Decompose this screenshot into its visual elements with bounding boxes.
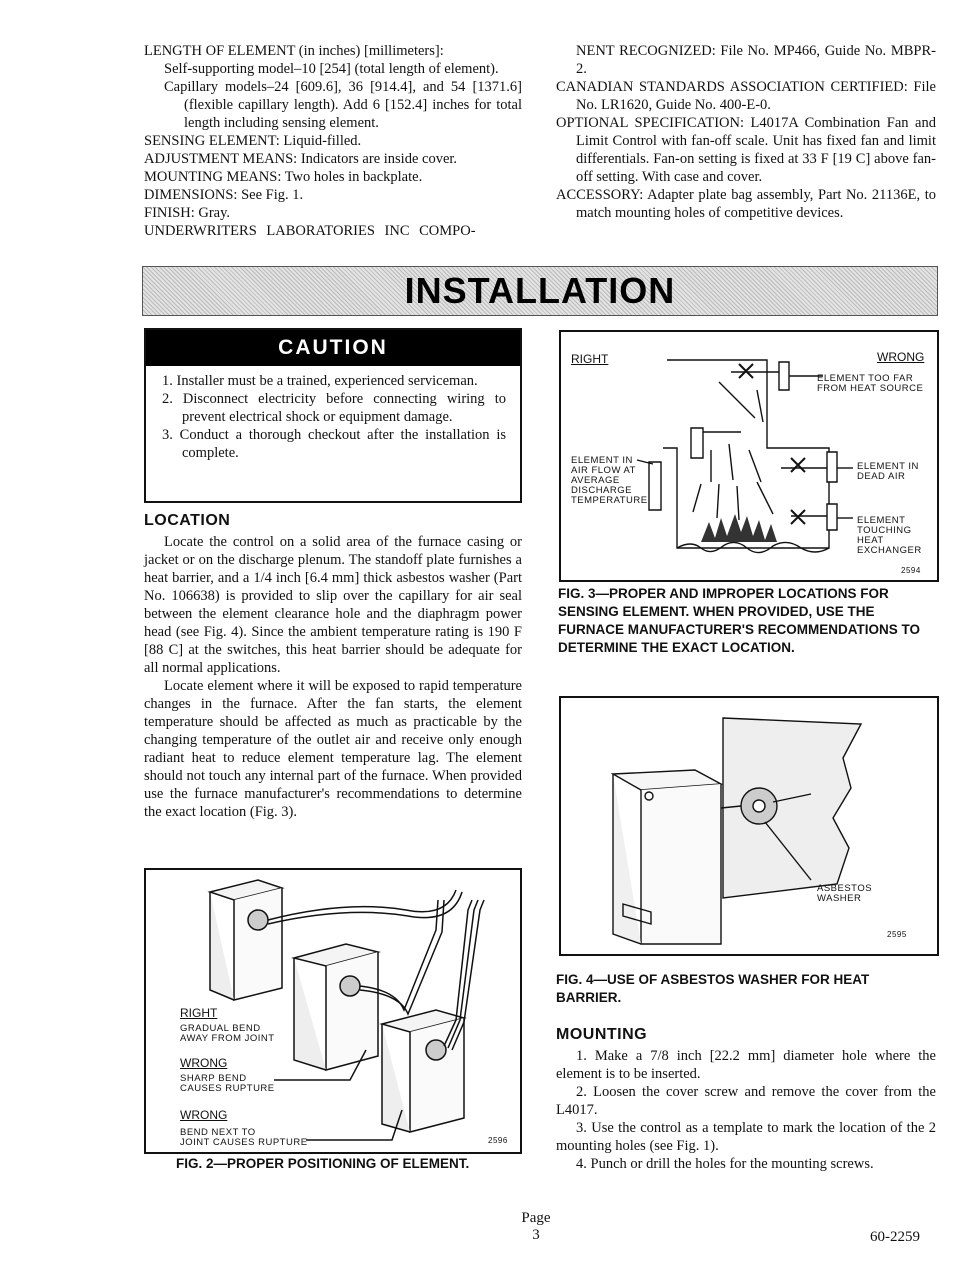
installation-banner xyxy=(142,266,938,316)
fig4-caption: FIG. 4—USE OF ASBESTOS WASHER FOR HEAT BARRIER. xyxy=(556,972,870,1005)
page-label: Page xyxy=(521,1210,551,1226)
caution-item: 1. Installer must be a trained, experienced serviceman. xyxy=(162,373,478,389)
label-line: BEND NEXT TO xyxy=(180,1127,256,1138)
page-footer xyxy=(500,1210,572,1244)
fig2-right-label: RIGHT xyxy=(180,1006,218,1020)
spec-line: ADJUSTMENT MEANS: Indicators are inside cover. xyxy=(144,151,458,167)
caution-title: CAUTION xyxy=(146,330,520,366)
fig2-code: 2596 xyxy=(488,1136,508,1145)
label-line: CAUSES RUPTURE xyxy=(180,1083,275,1094)
fig3-right-label: RIGHT xyxy=(571,352,609,366)
fig2-wrong1-desc xyxy=(180,1074,275,1094)
spec-line: NENT RECOGNIZED: File No. MP466, Guide No. MBPR-2. xyxy=(576,43,936,77)
caution-item: 2. Disconnect electricity before connecting wiring to prevent electrical shock or equipment damage. xyxy=(162,391,506,425)
label-line: JOINT CAUSES RUPTURE xyxy=(180,1137,308,1148)
spec-line: UNDERWRITERS LABORATORIES INC COMPO- xyxy=(144,223,476,239)
fig2-wrong2-desc xyxy=(180,1128,308,1148)
fig2-illustration xyxy=(144,868,522,1154)
label-line: DISCHARGE xyxy=(571,485,632,496)
fig4-drawing xyxy=(561,698,937,954)
spec-line: ACCESSORY: Adapter plate bag assembly, Part No. 21136E, to match mounting holes of competitive devices. xyxy=(556,187,936,221)
installation-title: INSTALLATION xyxy=(404,270,676,311)
fig3-left-desc xyxy=(571,456,648,506)
caution-list xyxy=(162,372,506,462)
doc-number: 60-2259 xyxy=(870,1229,920,1245)
label-line: GRADUAL BEND xyxy=(180,1023,261,1034)
label-line: AWAY FROM JOINT xyxy=(180,1033,275,1044)
fig4-code: 2595 xyxy=(887,930,907,939)
mounting-heading: MOUNTING xyxy=(556,1026,648,1043)
location-section xyxy=(144,512,522,821)
label-line: ELEMENT IN xyxy=(571,455,633,466)
spec-line: DIMENSIONS: See Fig. 1. xyxy=(144,187,304,203)
label-line: EXCHANGER xyxy=(857,545,922,556)
mounting-step: 3. Use the control as a template to mark the location of the 2 mounting holes (see Fig. 1). xyxy=(556,1120,936,1154)
label-line: AVERAGE xyxy=(571,475,620,486)
fig2-right-desc xyxy=(180,1024,275,1044)
spec-line: CANADIAN STANDARDS ASSOCIATION CERTIFIED: File No. LR1620, Guide No. 400-E-0. xyxy=(556,79,936,113)
spec-line: FINISH: Gray. xyxy=(144,205,231,221)
label-line: AIR FLOW AT xyxy=(571,465,636,476)
fig2-caption: FIG. 2—PROPER POSITIONING OF ELEMENT. xyxy=(176,1156,470,1171)
fig3-too-far-desc xyxy=(817,374,923,394)
spec-line: OPTIONAL SPECIFICATION: L4017A Combination Fan and Limit Control with fan-off scale. Unit has fixed fan and limit differentials. Fan-on setting is fixed at 33 F [19 C] above fan-off setting. With case and cover. xyxy=(556,115,936,185)
label-line: ELEMENT xyxy=(857,515,906,526)
label-line: FROM HEAT SOURCE xyxy=(817,383,924,394)
fig3-touching-desc xyxy=(857,516,922,556)
caution-box xyxy=(144,328,522,503)
spec-line: Capillary models–24 [609.6], 36 [914.4], and 54 [1371.6] (flexible capillary length). Add 6 [152.4] inches for total length including sensing element. xyxy=(164,79,522,131)
label-line: TOUCHING xyxy=(857,525,912,536)
fig3-wrong-label: WRONG xyxy=(877,350,925,364)
location-heading: LOCATION xyxy=(144,512,231,529)
fig3-caption: FIG. 3—PROPER AND IMPROPER LOCATIONS FOR SENSING ELEMENT. WHEN PROVIDED, USE THE FURNACE MANUFACTURER'S RECOMMENDATIONS TO DETERMINE THE EXACT LOCATION. xyxy=(558,586,920,655)
fig4-illustration xyxy=(559,696,939,956)
mounting-step: 2. Loosen the cover screw and remove the cover from the L4017. xyxy=(556,1084,936,1118)
page-number: 3 xyxy=(532,1227,540,1243)
spec-right-column xyxy=(556,42,936,222)
mounting-step: 4. Punch or drill the holes for the mounting screws. xyxy=(576,1156,874,1172)
spec-line: LENGTH OF ELEMENT (in inches) [millimeters]: xyxy=(144,43,444,59)
fig2-wrong1-label: WRONG xyxy=(180,1056,228,1070)
caution-item: 3. Conduct a thorough checkout after the installation is complete. xyxy=(162,427,506,461)
label-line: TEMPERATURE xyxy=(571,495,648,506)
label-line: SHARP BEND xyxy=(180,1073,247,1084)
fig4-washer-label xyxy=(817,884,872,904)
label-line: ASBESTOS xyxy=(817,883,873,894)
spec-line: Self-supporting model–10 [254] (total length of element). xyxy=(164,61,499,77)
location-paragraph: Locate the control on a solid area of the furnace casing or jacket or on the discharge plenum. The standoff plate furnishes a heat barrier, and a 1/4 inch [6.4 mm] thick asbestos washer (Part No. 106638) is provided to slip over the capillary for air seal between the element clearance hole and the diaphragm power head (see Fig. 4). Since the ambient temperature rating is 190 F [88 C] at the switches, this heat barrier should be adequate for all normal applications. xyxy=(144,534,522,676)
spec-line: MOUNTING MEANS: Two holes in backplate. xyxy=(144,169,423,185)
label-line: HEAT xyxy=(857,535,884,546)
mounting-section xyxy=(556,1026,936,1173)
label-line: ELEMENT TOO FAR xyxy=(817,373,914,384)
fig3-dead-air-desc xyxy=(857,462,919,482)
spec-line: SENSING ELEMENT: Liquid-filled. xyxy=(144,133,362,149)
fig3-code: 2594 xyxy=(901,566,921,575)
mounting-step: 1. Make a 7/8 inch [22.2 mm] diameter hole where the element is to be inserted. xyxy=(556,1048,936,1082)
label-line: WASHER xyxy=(817,893,862,904)
location-paragraph: Locate element where it will be exposed to rapid temperature changes in the furnace. After the fan starts, the element temperature should be affected as much as practicable by the changing temperature of the outlet air and receive only enough radiant heat to reduce element temperature lag. The element should not touch any internal part of the furnace. When provided use the furnace manufacturer's recommendations to determine the exact location (Fig. 3). xyxy=(144,678,522,820)
label-line: DEAD AIR xyxy=(857,471,906,482)
label-line: ELEMENT IN xyxy=(857,461,919,472)
fig2-wrong2-label: WRONG xyxy=(180,1108,228,1122)
fig3-illustration xyxy=(559,330,939,582)
spec-left-column xyxy=(144,42,522,240)
